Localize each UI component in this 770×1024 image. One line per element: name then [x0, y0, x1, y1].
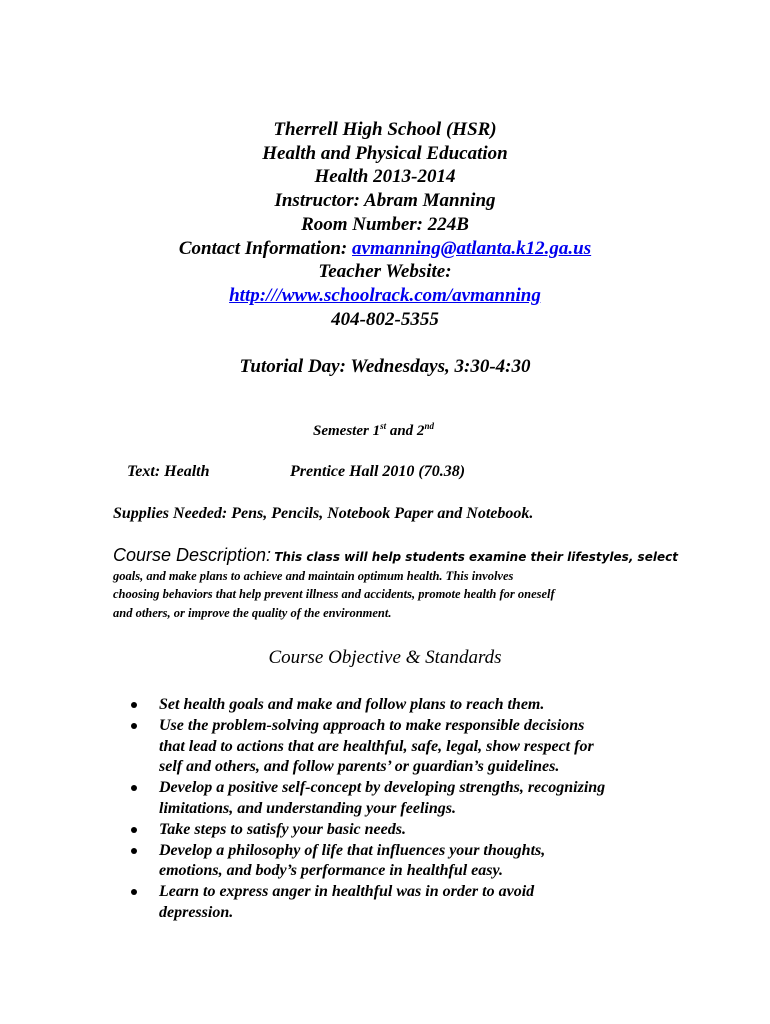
- bullet-icon: [131, 889, 137, 895]
- list-item: Take steps to satisfy your basic needs.: [128, 820, 688, 841]
- bullet-icon: [131, 827, 137, 833]
- bullet-icon: [131, 848, 137, 854]
- semester-info: [313, 421, 434, 440]
- bullet-icon: [131, 702, 137, 708]
- course-year: Health 2013-2014: [314, 166, 456, 188]
- course-description-line-1: [113, 545, 678, 567]
- objectives-list: [128, 695, 688, 924]
- list-item: Set health goals and make and follow plans to reach them.: [128, 695, 688, 716]
- room-number: Room Number: 224B: [301, 213, 469, 235]
- syllabus-header: [0, 118, 770, 331]
- instructor-name: Instructor: Abram Manning: [274, 190, 496, 212]
- tutorial-day: Tutorial Day: Wednesdays, 3:30-4:30: [239, 356, 531, 377]
- semester-sup-2: nd: [424, 421, 434, 431]
- list-item: Develop a positive self-concept by developing strengths, recognizing limitations, and understanding your feelings.: [128, 778, 688, 820]
- teacher-website-link[interactable]: http:///www.schoolrack.com/avmanning: [229, 284, 541, 306]
- supplies-needed: Supplies Needed: Pens, Pencils, Notebook Paper and Notebook.: [113, 505, 534, 522]
- phone-number: 404-802-5355: [331, 308, 439, 330]
- semester-middle: and 2: [386, 423, 425, 439]
- course-description-line-2: goals, and make plans to achieve and maintain optimum health. This involves: [113, 568, 514, 583]
- textbook-label: Text: Health: [127, 463, 210, 480]
- bullet-icon: [131, 723, 137, 729]
- list-item: Develop a philosophy of life that influences your thoughts, emotions, and body’s performance in healthful easy.: [128, 841, 688, 883]
- contact-email-link[interactable]: avmanning@atlanta.k12.ga.us: [352, 237, 592, 259]
- bullet-icon: [131, 785, 137, 791]
- website: [0, 284, 770, 308]
- list-item: Use the problem-solving approach to make responsible decisions that lead to actions that are healthful, safe, legal, show respect for self and others, and follow parents’ or guardian’s guidelines.: [128, 716, 688, 778]
- department-name: Health and Physical Education: [262, 142, 508, 164]
- textbook-publisher: Prentice Hall 2010 (70.38): [290, 463, 466, 480]
- semester-sup-1: st: [380, 421, 387, 431]
- contact-information: [0, 237, 770, 261]
- course-description: [113, 545, 678, 623]
- course-description-text-1: This class will help students examine their lifestyles, select: [274, 550, 678, 564]
- list-item: Learn to express anger in healthful was in order to avoid depression.: [128, 882, 688, 924]
- website-label: Teacher Website:: [318, 261, 452, 283]
- contact-label: Contact Information:: [178, 237, 353, 259]
- school-name: Therrell High School (HSR): [273, 119, 497, 140]
- semester-prefix: Semester 1: [313, 423, 381, 439]
- objectives-title: Course Objective & Standards: [268, 647, 502, 668]
- course-description-line-4: and others, or improve the quality of the environment.: [113, 606, 392, 621]
- course-description-line-3: choosing behaviors that help prevent illness and accidents, promote health for oneself: [113, 587, 555, 602]
- course-description-title: Course Description:: [113, 545, 272, 565]
